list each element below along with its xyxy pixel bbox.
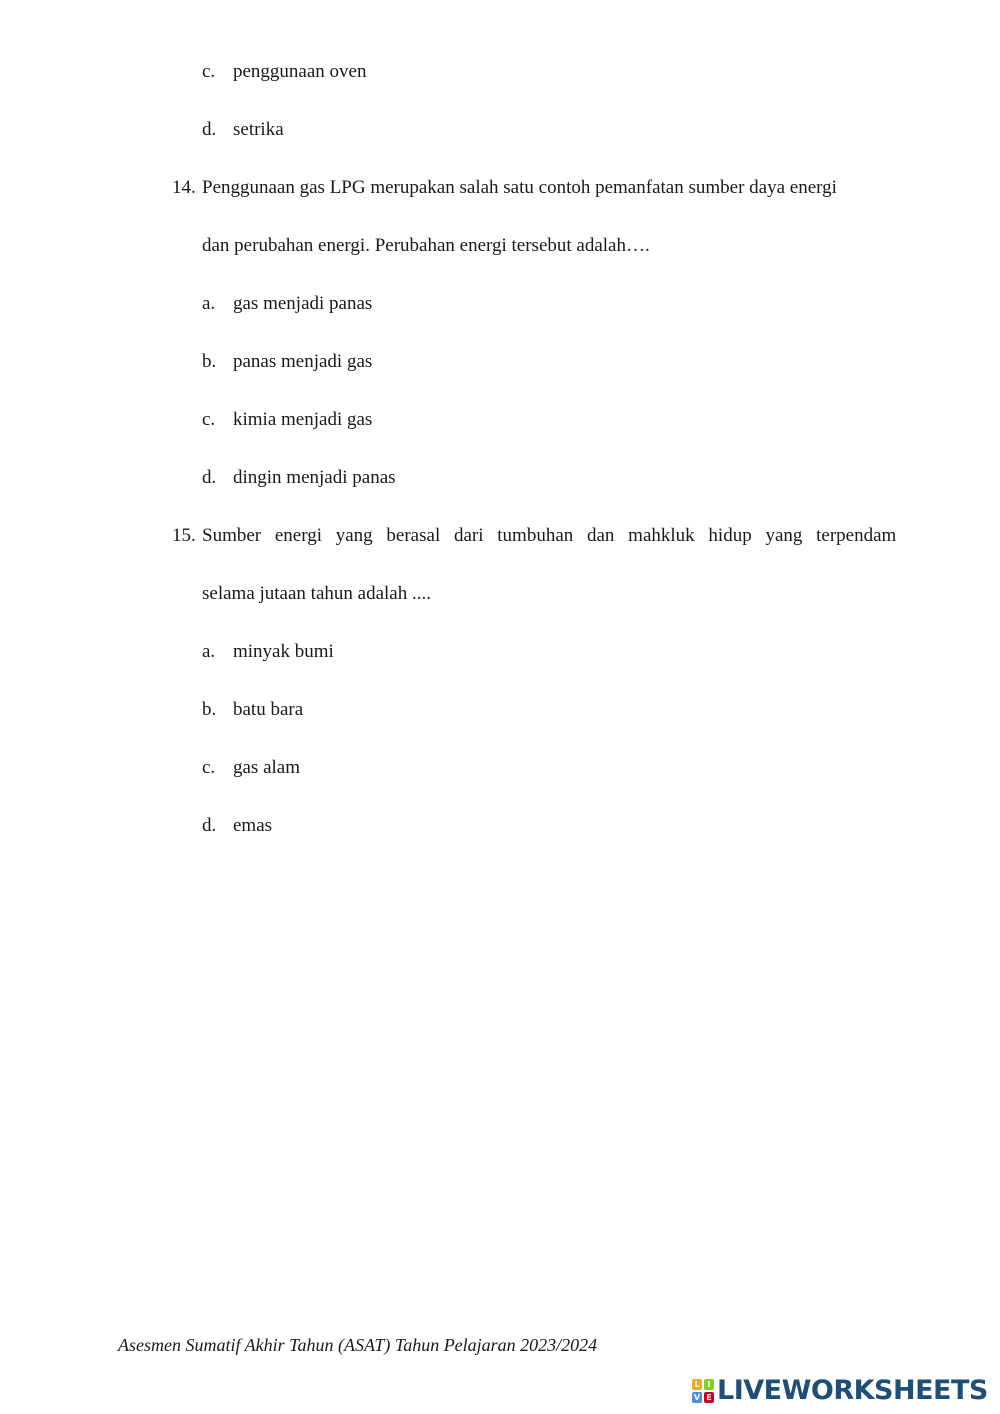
liveworksheets-logo [692,1374,988,1408]
page-footer: Asesmen Sumatif Akhir Tahun (ASAT) Tahun Pelajaran 2023/2024 [118,1335,598,1355]
option-text: panas menjadi gas [233,351,373,372]
question-text-line-1: Penggunaan gas LPG merupakan salah satu contoh pemanfatan sumber daya energi [202,177,837,198]
option-letter: b. [202,351,217,372]
option-letter: a. [202,293,216,314]
option-letter: c. [202,409,216,430]
question-text-line-2: dan perubahan energi. Perubahan energi tersebut adalah…. [202,235,650,256]
option-text: dingin menjadi panas [233,467,396,488]
option-text: emas [233,815,273,836]
option-text: gas menjadi panas [233,293,373,314]
option-letter: d. [202,467,217,488]
liveworksheets-logo-icon [692,1379,714,1403]
option-letter: a. [202,641,216,662]
option-text: penggunaan oven [233,61,367,82]
option-text: setrika [233,119,284,140]
option-letter: d. [202,815,217,836]
option-letter: d. [202,119,217,140]
option-letter: b. [202,699,217,720]
logo-tile: E [704,1392,714,1403]
option-letter: c. [202,757,216,778]
logo-tile: L [692,1379,702,1390]
question-number: 15. [172,525,196,546]
logo-wordmark: LIVEWORKSHEETS [717,1375,988,1406]
option-text: gas alam [233,757,301,778]
question-text-line-1: Sumber energi yang berasal dari tumbuhan dan mahkluk hidup yang terpendam [202,525,897,546]
option-text: kimia menjadi gas [233,409,373,430]
option-text: minyak bumi [233,641,334,662]
logo-tile: V [693,1393,701,1402]
question-number: 14. [172,177,196,198]
logo-tile: I [704,1379,714,1390]
question-text-line-2: selama jutaan tahun adalah .... [202,583,431,604]
option-text: batu bara [233,699,304,720]
option-letter: c. [202,61,216,82]
